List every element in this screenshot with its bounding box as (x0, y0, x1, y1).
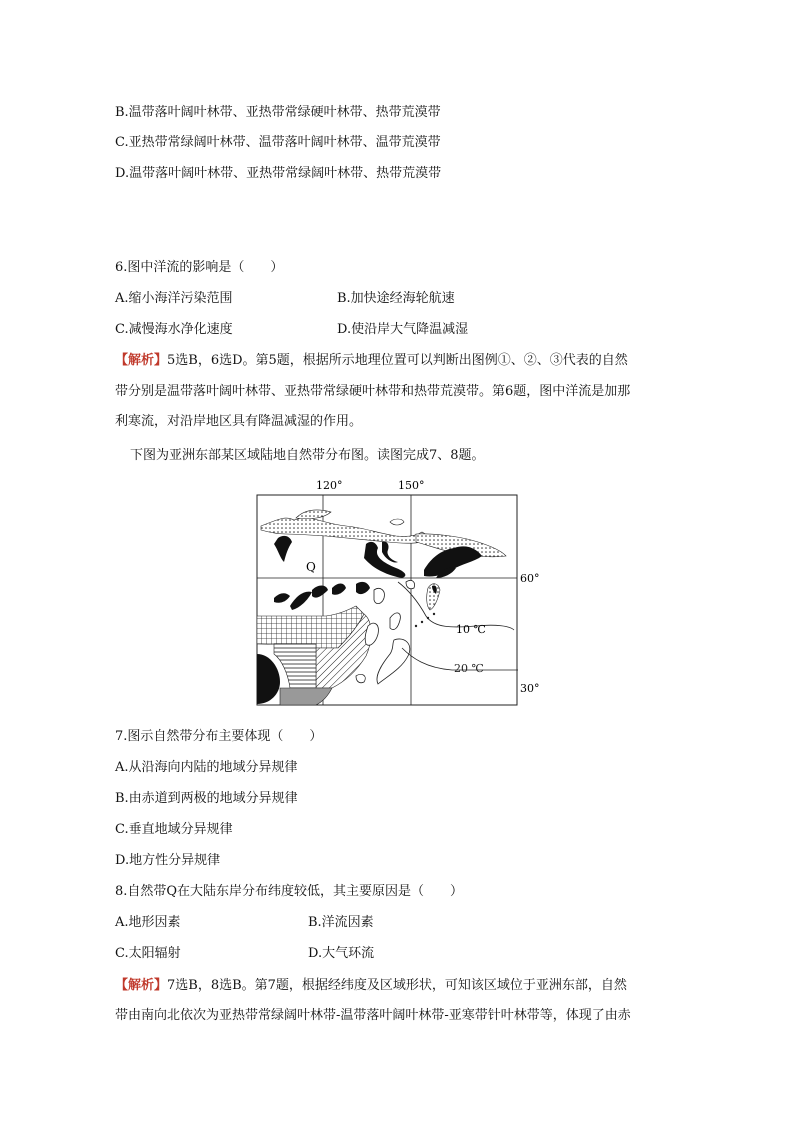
lon-label-120: 120° (316, 479, 343, 492)
q7-stem: 7.图示自然带分布主要体现（ ） (115, 729, 323, 744)
q8-option-c: C.太阳辐射 (115, 946, 181, 961)
q5-option-c: C.亚热带常绿阔叶林带、温带落叶阔叶林带、温带荒漠带 (115, 135, 441, 150)
analysis-2-line-2: 带由南向北依次为亚热带常绿阔叶林带-温带落叶阔叶林带-亚寒带针叶林带等，体现了由赤 (115, 1008, 631, 1023)
lat-label-60: 60° (520, 572, 540, 585)
q7-option-b: B.由赤道到两极的地域分异规律 (115, 791, 298, 806)
q5-option-d: D.温带落叶阔叶林带、亚热带常绿阔叶林带、热带荒漠带 (115, 166, 442, 181)
q8-option-b: B.洋流因素 (308, 915, 374, 930)
natural-zone-map (256, 478, 546, 710)
q8-option-a: A.地形因素 (115, 915, 181, 930)
lon-label-150: 150° (398, 479, 425, 492)
analysis-tag: 【解析】 (115, 978, 168, 993)
intro-7-8: 下图为亚洲东部某区域陆地自然带分布图。读图完成7、8题。 (130, 448, 485, 463)
q8-stem: 8.自然带Q在大陆东岸分布纬度较低，其主要原因是（ ） (115, 884, 464, 899)
analysis-1-line-3: 利寒流，对沿岸地区具有降温减湿的作用。 (115, 414, 363, 429)
q8-option-d: D.大气环流 (308, 946, 375, 961)
lat-label-30: 30° (520, 682, 540, 695)
q7-option-a: A.从沿海向内陆的地域分异规律 (115, 760, 298, 775)
q6-option-c: C.减慢海水净化速度 (115, 322, 233, 337)
analysis-1-line-2: 带分别是温带落叶阔叶林带、亚热带常绿硬叶林带和热带荒漠带。第6题，图中洋流是加那 (115, 384, 631, 399)
isotherm-label-10: 10 ℃ (456, 623, 486, 636)
analysis-1-line-1 (115, 351, 628, 371)
q6-option-a: A.缩小海洋污染范围 (115, 291, 233, 306)
isotherm-label-20: 20 ℃ (454, 662, 484, 675)
q7-option-d: D.地方性分异规律 (115, 853, 221, 868)
analysis-text: 5选B，6选D。第5题，根据所示地理位置可以判断出图例①、②、③代表的自然 (167, 353, 628, 368)
analysis-2-line-1 (115, 976, 627, 996)
zone-label-q: Q (306, 560, 316, 574)
q5-option-b: B.温带落叶阔叶林带、亚热带常绿硬叶林带、热带荒漠带 (115, 105, 441, 120)
analysis-text: 7选B，8选B。第7题，根据经纬度及区域形状，可知该区域位于亚洲东部，自然 (167, 978, 627, 993)
analysis-tag: 【解析】 (115, 353, 168, 368)
q6-option-d: D.使沿岸大气降温减湿 (337, 322, 469, 337)
q6-stem: 6.图中洋流的影响是（ ） (115, 260, 284, 275)
q7-option-c: C.垂直地域分异规律 (115, 822, 233, 837)
q6-option-b: B.加快途经海轮航速 (337, 291, 455, 306)
